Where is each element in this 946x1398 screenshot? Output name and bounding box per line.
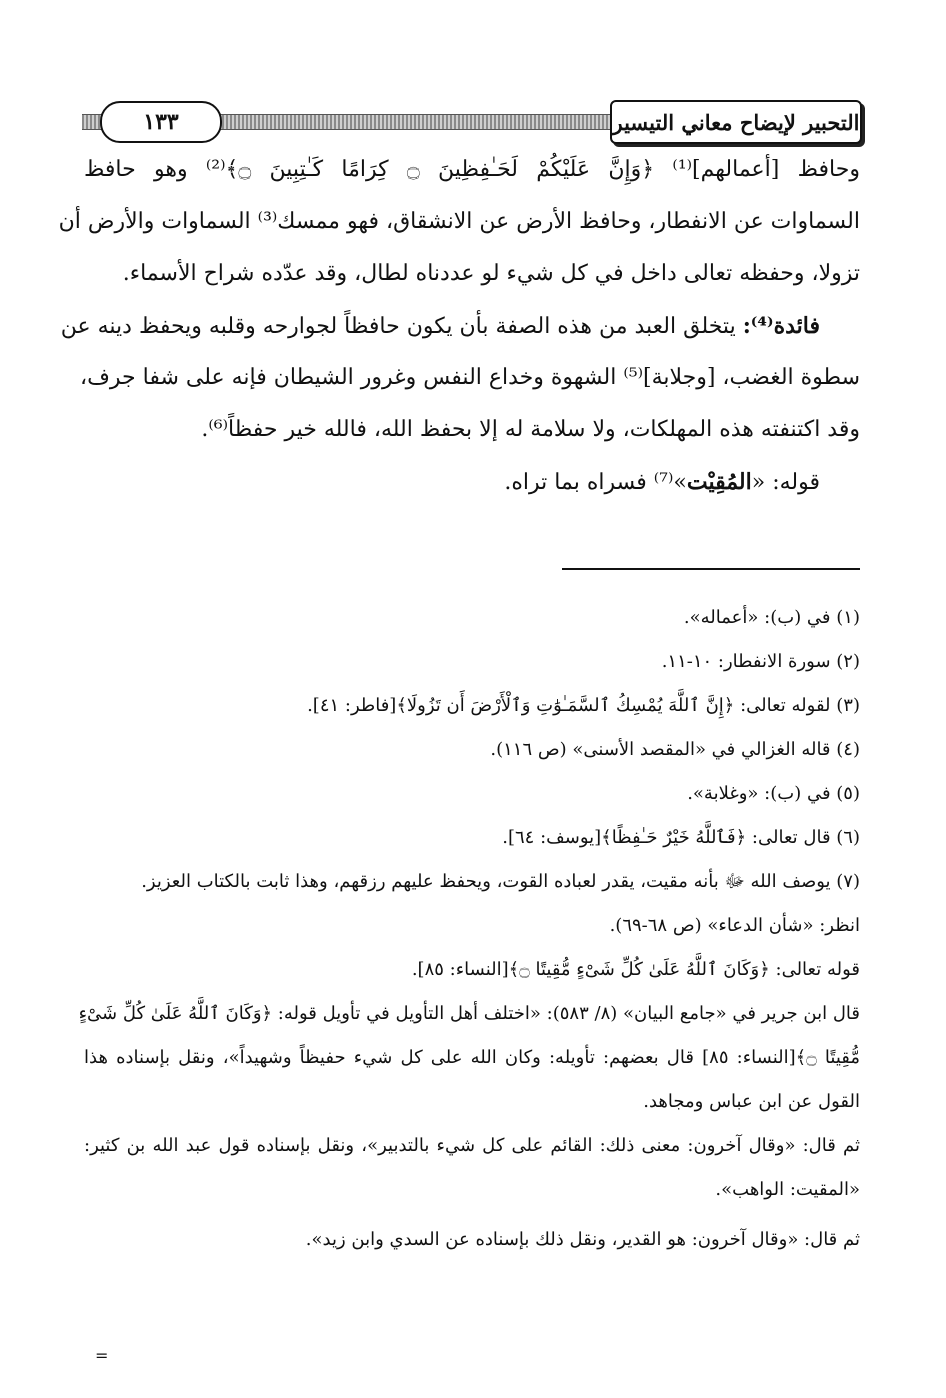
footnote-7-line: انظر: «شأن الدعاء» (ص ٦٨-٦٩). — [609, 915, 860, 936]
footnote-7-line: قوله تعالى: ﴿وَكَانَ ٱللَّهُ عَلَىٰ كُلِّ شَىْءٍ مُّقِيتًا ۝﴾[النساء: ٨٥]. — [411, 959, 860, 980]
footnote-4: (٤) قاله الغزالي في «المقصد الأسنى» (ص ١١٦). — [490, 739, 860, 760]
footnote-7-line: «المقيت: الواهب». — [715, 1179, 860, 1200]
body-line: سطوة الغضب، [وجلابة]⁽⁵⁾ الشهوة وخداع النفس وغرور الشيطان فإنه على شفا جرف، — [80, 365, 860, 390]
footnote-6: (٦) قال تعالى: ﴿فَٱللَّهُ خَيْرٌ حَـٰفِظًا﴾[يوسف: ٦٤]. — [502, 827, 860, 848]
body-line: السماوات عن الانفطار، وحافظ الأرض عن الانشقاق، فهو ممسك⁽³⁾ السماوات والأرض أن — [58, 209, 860, 234]
body-line: تزولا، وحفظه تعالى داخل في كل شيء لو عددناه لطال، وقد عدّده شراح الأسماء. — [122, 261, 860, 286]
body-line: وحافظ [أعمالهم]⁽¹⁾ ﴿وَإِنَّ عَلَيْكُمْ لَحَـٰفِظِينَ ۝ كِرَامًا كَـٰتِبِينَ ۝﴾⁽²⁾ وهو حافظ — [84, 157, 860, 182]
footnote-7-line: قال ابن جرير في «جامع البيان» (٨/ ٥٨٣): «اختلف أهل التأويل في تأويل قوله: ﴿وَكَانَ ٱللَّهُ عَلَىٰ كُلِّ شَىْءٍ — [78, 1003, 860, 1024]
main-text — [58, 148, 860, 512]
footnote-7-line: ثم قال: «وقال آخرون: هو القدير، ونقل ذلك بإسناده عن السدي وابن زيد». — [305, 1229, 860, 1250]
footnote-7-line: ثم قال: «وقال آخرون: معنى ذلك: القائم على كل شيء بالتدبير»، ونقل بإسناده قول عبد الله بن كثير: — [84, 1135, 860, 1156]
page-mark: = — [95, 1346, 109, 1365]
running-title: التحبير لإيضاح معاني التيسير — [610, 100, 862, 144]
footnote-2: (٢) سورة الانفطار: ١٠-١١. — [661, 651, 860, 672]
page-number: ١٣٣ — [100, 101, 222, 143]
footnotes — [78, 600, 861, 1266]
footnote-5: (٥) في (ب): «وغلابة». — [687, 783, 860, 804]
footnote-7-line: القول عن ابن عباس ومجاهد. — [643, 1091, 860, 1112]
benefit-label: فائدة⁽⁴⁾: — [742, 313, 820, 339]
term-almuqit: المُقِيْت — [686, 469, 752, 495]
body-line — [84, 460, 860, 512]
footnote-7-line: مُّقِيتًا ۝﴾[النساء: ٨٥] قال بعضهم: تأويله: وكان الله على كل شيء حفيظاً وشهيداً»، ونقل بإسناده هذا — [84, 1047, 861, 1068]
term-prefix: قوله: « — [751, 470, 820, 495]
footnote-separator — [562, 568, 860, 570]
footnote-1: (١) في (ب): «أعماله». — [683, 607, 860, 628]
body-line: وقد اكتنفته هذه المهلكات، ولا سلامة له إلا بحفظ الله، فالله خير حفظاً⁽⁶⁾. — [201, 417, 860, 442]
benefit-text: يتخلق العبد من هذه الصفة بأن يكون حافظاً لجوارحه وقلبه ويحفظ دينه عن — [60, 314, 743, 339]
body-line — [60, 304, 860, 356]
term-suffix: »⁽⁷⁾ فسراه بما تراه. — [504, 470, 687, 495]
page-header — [82, 98, 862, 148]
footnote-7-line: (٧) يوصف الله ﷻ بأنه مقيت، يقدر لعباده القوت، ويحفظ عليهم رزقهم، وهذا ثابت بالكتاب العزيز. — [141, 871, 860, 892]
footnote-3: (٣) لقوله تعالى: ﴿إِنَّ ٱللَّهَ يُمْسِكُ ٱلسَّمَـٰوَٰتِ وَٱلْأَرْضَ أَن تَزُولَا﴾[فاطر: ٤١]. — [307, 695, 860, 716]
